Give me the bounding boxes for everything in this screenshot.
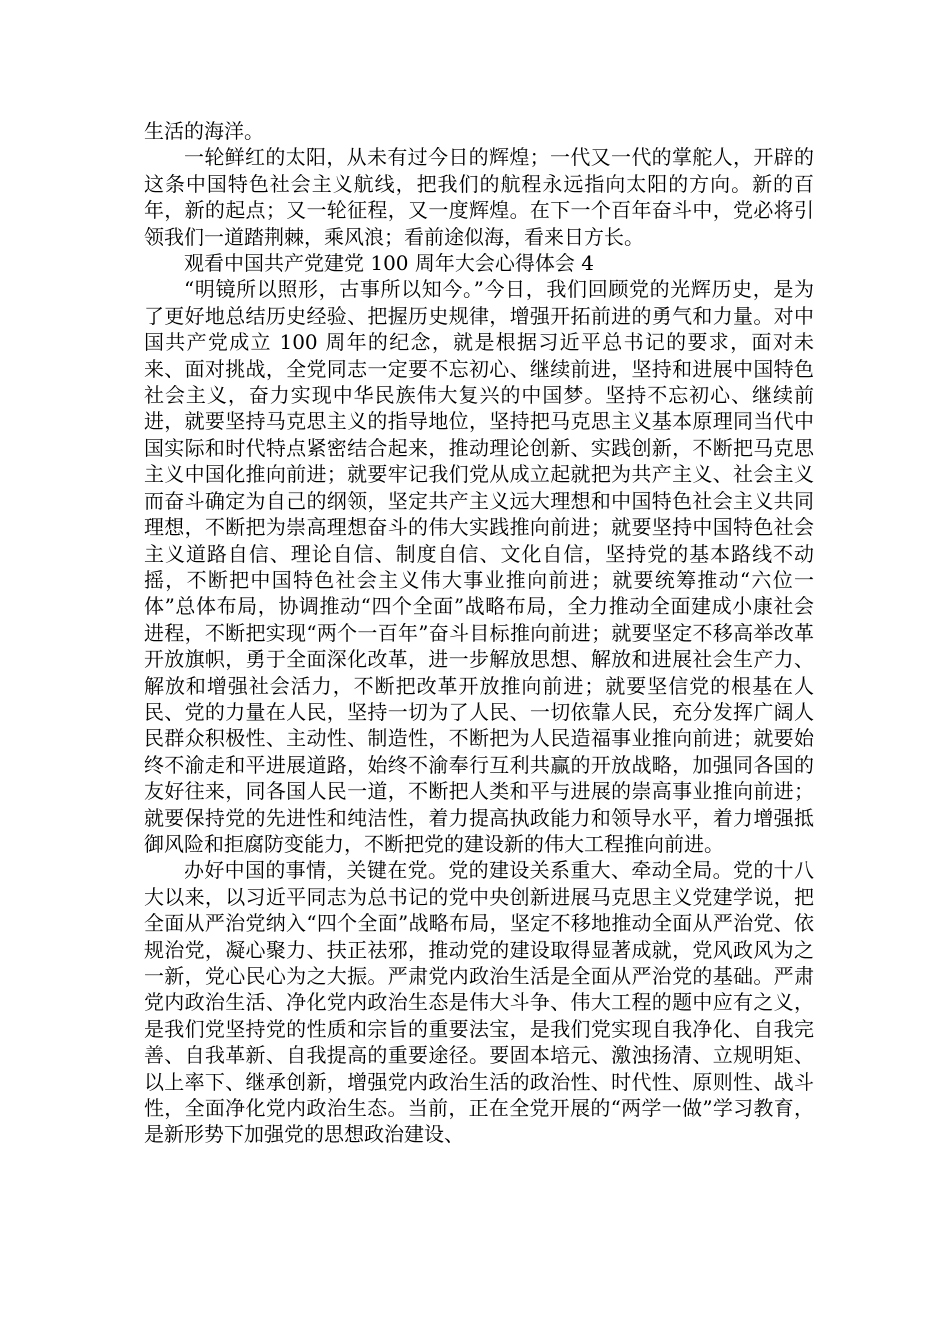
document-page bbox=[144, 118, 814, 1148]
paragraph-china: 办好中国的事情，关键在党。党的建设关系重大、牵动全局。党的十八大以来，以习近平同志为总书记的党中央创新进展马克思主义党建学说，把全面从严治党纳入“四个全面”战略布局，坚定不移地推动全面从严治党、依规治党，凝心聚力、扶正祛邪，推动党的建设取得显著成就，党风政风为之一新，党心民心为之大振。严肃党内政治生活是全面从严治党的基础。严肃党内政治生活、净化党内政治生态是伟大斗争、伟大工程的题中应有之义，是我们党坚持党的性质和宗旨的重要法宝，是我们党实现自我净化、自我完善、自我革新、自我提高的重要途径。要固本培元、激浊扬清、立规明矩、以上率下、继承创新，增强党内政治生活的政治性、时代性、原则性、战斗性，全面净化党内政治生态。当前，正在全党开展的“两学一做”学习教育，是新形势下加强党的思想政治建设、 bbox=[144, 858, 814, 1147]
paragraph-mirror: “明镜所以照形，古事所以知今。”今日，我们回顾党的光辉历史，是为了更好地总结历史经验、把握历史规律，增强开拓前进的勇气和力量。对中国共产党成立 100 周年的纪念，就是根据习近平总书记的要求，面对未来、面对挑战，全党同志一定要不忘初心、继续前进，坚持和进展中国特色社会主义，奋力实现中华民族伟大复兴的中国梦。坚持不忘初心、继续前进，就要坚持马克思主义的指导地位，坚持把马克思主义基本原理同当代中国实际和时代特点紧密结合起来，推动理论创新、实践创新，不断把马克思主义中国化推向前进；就要牢记我们党从成立起就把为共产主义、社会主义而奋斗确定为自己的纲领，坚定共产主义远大理想和中国特色社会主义共同理想，不断把为崇高理想奋斗的伟大实践推向前进；就要坚持中国特色社会主义道路自信、理论自信、制度自信、文化自信，坚持党的基本路线不动摇，不断把中国特色社会主义伟大事业推向前进；就要统筹推动“六位一体”总体布局，协调推动“四个全面”战略布局，全力推动全面建成小康社会进程，不断把实现“两个一百年”奋斗目标推向前进；就要坚定不移高举改革开放旗帜，勇于全面深化改革，进一步解放思想、解放和进展社会生产力、解放和增强社会活力，不断把改革开放推向前进；就要坚信党的根基在人民、党的力量在人民，坚持一切为了人民、一切依靠人民，充分发挥广阔人民群众积极性、主动性、制造性，不断把为人民造福事业推向前进；就要始终不渝走和平进展道路，始终不渝奉行互利共赢的开放战略，加强同各国的友好往来，同各国人民一道，不断把人类和平与进展的崇高事业推向前进；就要保持党的先进性和纯洁性，着力提高执政能力和领导水平，着力增强抵御风险和拒腐防变能力，不断把党的建设新的伟大工程推向前进。 bbox=[144, 277, 814, 856]
section-heading: 观看中国共产党建党 100 周年大会心得体会 4 bbox=[184, 251, 594, 276]
paragraph-sun: 一轮鲜红的太阳，从未有过今日的辉煌；一代又一代的掌舵人，开辟的这条中国特色社会主义航线，把我们的航程永远指向太阳的方向。新的百年，新的起点；又一轮征程，又一度辉煌。在下一个百年奋斗中，党必将引领我们一道踏荆棘，乘风浪；看前途似海，看来日方长。 bbox=[144, 145, 814, 249]
paragraph-continuation: 生活的海洋。 bbox=[144, 119, 264, 143]
